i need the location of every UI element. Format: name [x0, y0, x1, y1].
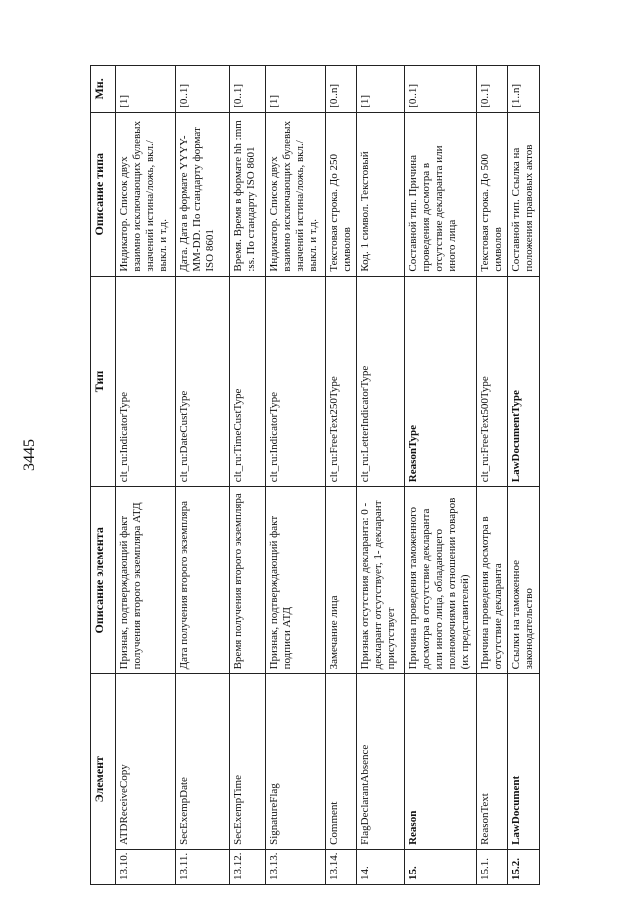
row-multiplicity: [0..1] [230, 66, 266, 113]
rotated-table-container [90, 65, 540, 885]
row-description: Причина проведения досмотра в отсутствие декларанта [477, 487, 508, 674]
row-multiplicity: [0..1] [405, 66, 477, 113]
row-type: clt_ru:IndicatorType [266, 276, 326, 487]
row-type-description: Индикатор. Список двух взаимно исключающих булевых значений истина/ложь, вкл./выкл. и т.д. [116, 112, 176, 276]
row-type: clt_ru:LetterIndicatorType [357, 276, 405, 487]
row-number: 15. [405, 849, 477, 884]
row-type: clt_ru:FreeText500Type [477, 276, 508, 487]
row-type-description: Составной тип. Причина проведения досмотра в отсутствие декларанта или иного лица [405, 112, 477, 276]
table-row [266, 66, 326, 885]
row-multiplicity: [1] [357, 66, 405, 113]
row-number: 15.2. [508, 849, 540, 884]
row-description: Ссылки на таможенное законодательство [508, 487, 540, 674]
row-multiplicity: [0..n] [326, 66, 357, 113]
row-type: clt_ru:IndicatorType [116, 276, 176, 487]
table-row [508, 66, 540, 885]
table-row [326, 66, 357, 885]
row-multiplicity: [0..1] [176, 66, 230, 113]
row-type-description: Индикатор. Список двух взаимно исключающих булевых значений истина/ложь, вкл./выкл. и т.д. [266, 112, 326, 276]
table-row [116, 66, 176, 885]
row-type: ReasonType [405, 276, 477, 487]
row-description: Дата получения второго экземпляра [176, 487, 230, 674]
row-type: LawDocumentType [508, 276, 540, 487]
row-description: Признак, подтверждающий факт получения второго экземпляра АТД [116, 487, 176, 674]
row-type: clt_ru:TimeCustType [230, 276, 266, 487]
header-description: Описание элемента [91, 487, 116, 674]
row-element: Comment [326, 674, 357, 850]
row-type: clt_ru:DateCustType [176, 276, 230, 487]
row-type-description: Время. Время в формате hh :mm :ss. По стандарту ISO 8601 [230, 112, 266, 276]
table-row [176, 66, 230, 885]
row-description: Время получения второго экземпляра [230, 487, 266, 674]
row-multiplicity: [1] [266, 66, 326, 113]
row-description: Признак отсутствия декларанта: 0 - декларант отсутствует, 1- декларант присутствует [357, 487, 405, 674]
table-row [357, 66, 405, 885]
row-multiplicity: [0..1] [477, 66, 508, 113]
row-element: SecExempDate [176, 674, 230, 850]
row-description: Причина проведения таможенного досмотра в отсутствие декларанта или иного лица, обладающего полномочиями в отношении товаров (их представителей) [405, 487, 477, 674]
header-multiplicity: Мн. [91, 66, 116, 113]
page-number: 3445 [21, 439, 38, 471]
row-number: 14. [357, 849, 405, 884]
row-element: SignatureFlag [266, 674, 326, 850]
row-element: ATDReceiveCopy [116, 674, 176, 850]
row-type: clt_ru:FreeText250Type [326, 276, 357, 487]
row-description: Замечание лица [326, 487, 357, 674]
header-element: Элемент [91, 674, 116, 885]
row-multiplicity: [1] [116, 66, 176, 113]
row-element: ReasonText [477, 674, 508, 850]
row-type-description: Текстовая строка. До 250 символов [326, 112, 357, 276]
table-row [477, 66, 508, 885]
row-description: Признак, подтверждающий факт подписи АТД [266, 487, 326, 674]
row-element: FlagDeclarantAbsence [357, 674, 405, 850]
header-row [91, 66, 116, 885]
row-element: LawDocument [508, 674, 540, 850]
row-number: 13.11. [176, 849, 230, 884]
table-row [405, 66, 477, 885]
row-element: Reason [405, 674, 477, 850]
row-type-description: Код. 1 символ. Текстовый [357, 112, 405, 276]
element-table [90, 65, 540, 885]
row-multiplicity: [1..n] [508, 66, 540, 113]
row-element: SecExempTime [230, 674, 266, 850]
table-row [230, 66, 266, 885]
row-type-description: Дата. Дата в формате YYYY-MM-DD. По стандарту формат ISO 8601 [176, 112, 230, 276]
row-number: 13.14. [326, 849, 357, 884]
row-number: 15.1. [477, 849, 508, 884]
row-number: 13.10. [116, 849, 176, 884]
header-type: Тип [91, 276, 116, 487]
row-number: 13.12. [230, 849, 266, 884]
row-number: 13.13. [266, 849, 326, 884]
row-type-description: Текстовая строка. До 500 символов [477, 112, 508, 276]
header-type-description: Описание типа [91, 112, 116, 276]
row-type-description: Составной тип. Ссылка на положения правовых актов [508, 112, 540, 276]
